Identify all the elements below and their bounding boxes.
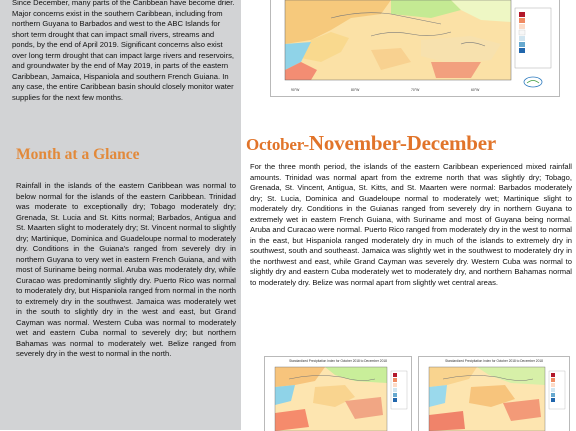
spi-map-bottom-right-graphic (419, 357, 569, 431)
spi-map-bottom-left (264, 356, 412, 431)
spi-map-bottom-left-graphic (265, 357, 411, 431)
spi-map-bottom-right (418, 356, 570, 431)
top-axis-label: 70°W (411, 88, 420, 92)
ond-heading-first: October- (246, 135, 309, 154)
top-axis-label: 90°W (291, 88, 300, 92)
top-axis-label: 80°W (351, 88, 360, 92)
month-at-a-glance-body: Rainfall in the islands of the eastern Caribbean was normal to below normal for the islands of the eastern Caribbean. Trinidad was moderate to exceptionally dry; Tobago moderately dry; Grenada, St. Lucia and St. Kitts normal; Barbados, Antigua and St. Maarten slight to moderately dry; St. Vincent normal to slightly dry; Martinique, Dominica and Guadeloupe normal to moderately dry. Conditions in the Guiana's ranged from severely dry in northern Guyana to very wet in eastern French Guiana, and with most of Suriname being normal. Aruba was moderately dry, while Curacao was predominantly slightly dry. Puerto Rico was normal to moderately dry, but Hispaniola ranged from normal in the north to extremely dry in the southwest. Jamaica was moderately wet in the south to slightly dry in the west and east, but Grand Cayman was normal. Western Cuba was normal to moderately wet and eastern Cuba normal to severely dry; but northern Bahamas was normal to moderately wet. Belize ranged from severely dry in the west to normal in the north. (16, 181, 236, 358)
ond-heading (246, 131, 496, 156)
spi-map-bottom-right-title: Standardized Precipitation Index for October 2018 to December 2018 (445, 359, 543, 363)
spi-map-top-graphic (271, 0, 559, 96)
top-axis-label: 60°W (471, 88, 480, 92)
ond-body: For the three month period, the islands of the eastern Caribbean experienced mixed rainfall amounts. Trinidad was normal apart from the extreme north that was slightly dry; Tobago, Grenada, St. Vincent, Antigua, St. Kitts, and St. Maarten were normal: Barbados moderately dry; St. Lucia, Dominica and Guadeloupe normal to moderately wet; Martinique slight to moderately dry. Conditions in the Guianas ranged from severely dry in northern Guyana to extremely wet in eastern French Guiana, with Suriname and most of Guyana being normal. Aruba and Curacao were normal. Puerto Rico ranged from moderately dry in the west to normal in the east, but Hispaniola ranged moderately dry in much of the islands to extremely dry in southwest, south and southeast. Jamaica was slightly wet in the southwest to moderately dry in the northwest and east, while Grand Cayman was severely dry. Western Cuba was normal to slightly dry and eastern Cuba moderately wet to moderately dry, and northern Bahamas normal to moderately dry. Belize was normal apart from slightly wet central areas. (250, 162, 572, 287)
ond-heading-rest: November-December (308, 131, 496, 155)
month-at-a-glance-heading: Month at a Glance (16, 146, 140, 163)
spi-map-top (270, 0, 560, 97)
spi-map-bottom-left-title: Standardized Precipitation Index for October 2018 to December 2018 (289, 359, 387, 363)
intro-paragraph: Since December, many parts of the Caribbean have become drier. Major concerns exist in the southern Caribbean, including from northern Guyana to Barbados and west to the ABC Islands for short term drought that can impact small rivers, streams and ponds, by the end of April 2019. Significant concerns also exist over long term drought that can impact large rivers and reservoirs, and groundwater by the end of May 2019, in parts of the eastern Caribbean, Jamaica, Hispaniola and southern French Guiana. In any case, the entire Caribbean basin should closely monitor water supplies for the next few months. (12, 0, 235, 102)
